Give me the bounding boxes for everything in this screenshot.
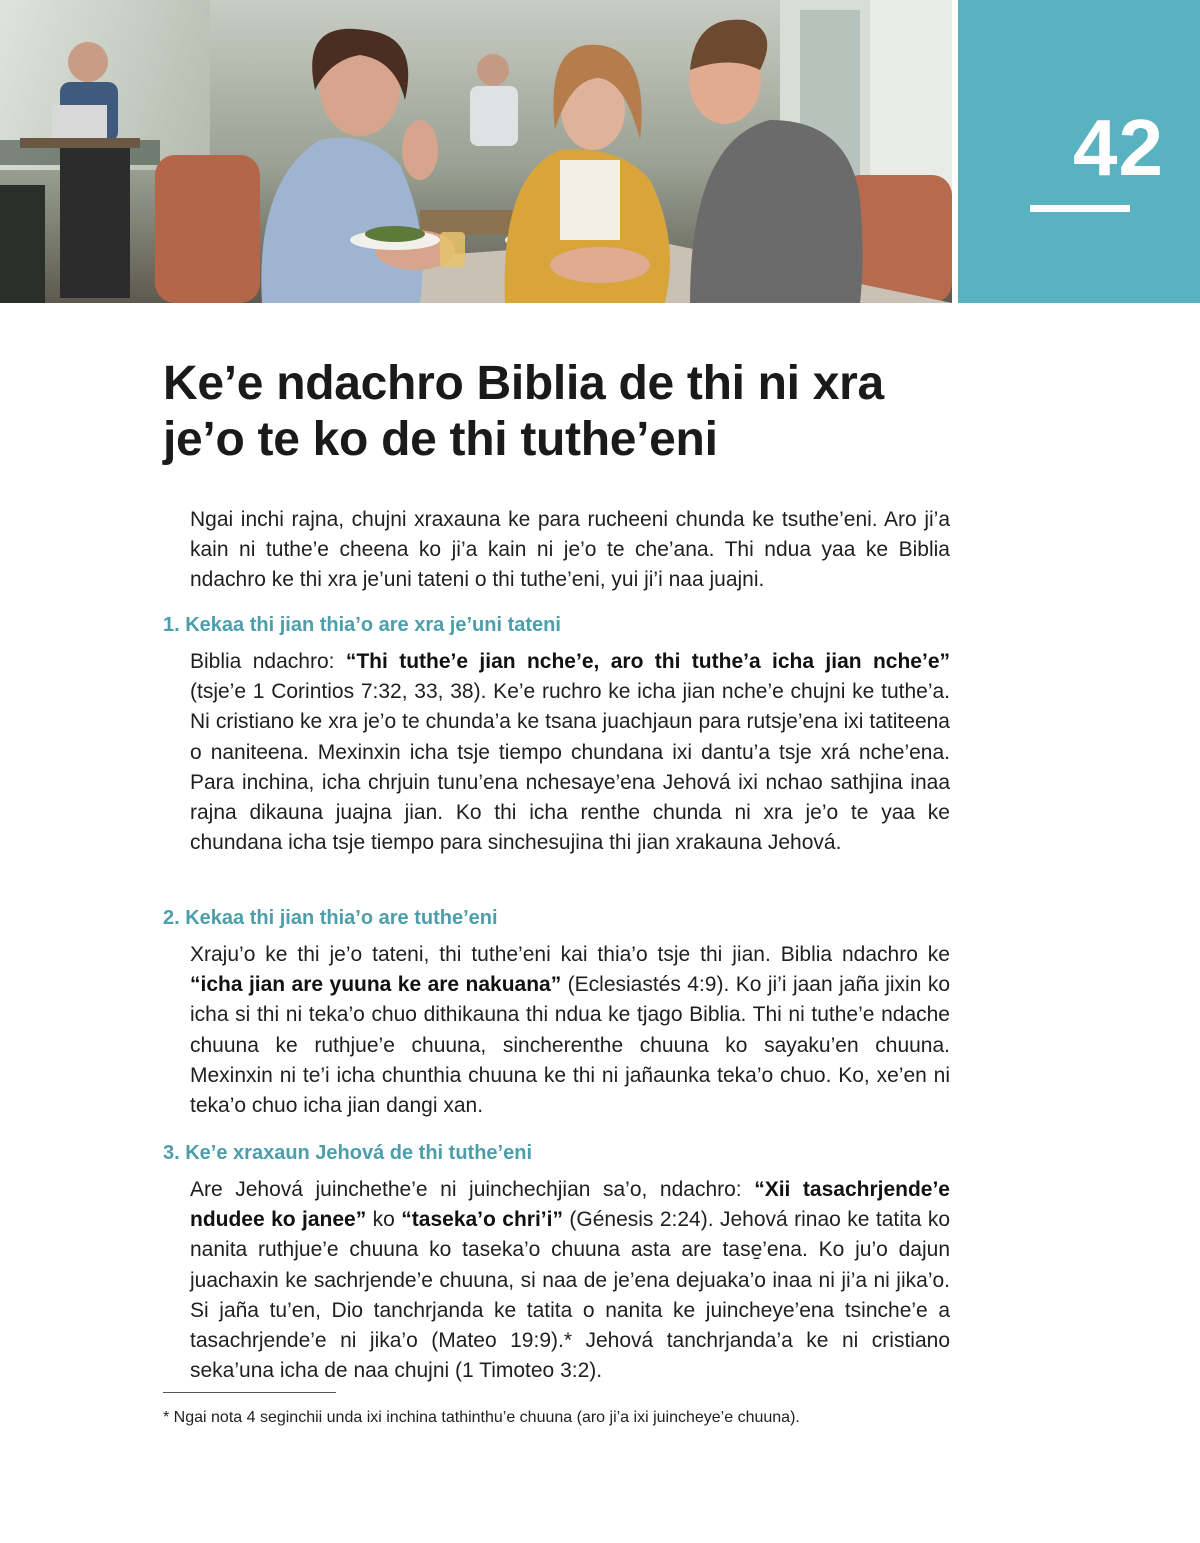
section-1-text-b: (tsje’e 1 Corintios 7:32, 33, 38). Ke’e ruchro ke icha jian nche’e chujni ke tuthe’a. Ni cristiano ke xra je’o te chunda’a ke tsana juachjaun para rutsje’ena ixi tatiteena o naniteena. Mexinxin icha tsje tiempo chundana ixi dantu’a tsje xrá nche’ena. Para inchina, icha chrjuin tunu’ena nchesaye’ena Jehová ixi nchao sathjina inaa rajna dikauna juajna jian. Ko thi icha renthe chunda ni xra je’o te yaa ke chundana icha tsje tiempo para sinchesujina thi jian xrakauna Jehová. bbox=[190, 680, 950, 855]
footnote-divider bbox=[163, 1392, 336, 1393]
section-2-text-b: (Eclesiastés 4:9). Ko ji’i jaan jaña jixin ko icha si thi ni teka’o chuo dithikauna thi ndua ke tjago Biblia. Thi ni tuthe’e ndache chuuna ke ruthjue’e chuuna, sincherenthe chuuna ko sayaku’en chuuna. Mexinxin ni te’i icha chunthia chuuna ke thi ni jañaunka teka’o chuo. Ko, xe’en ni teka’o chuo icha jian dangi xan. bbox=[190, 973, 950, 1118]
section-3-heading: 3. Ke’e xraxaun Jehová de thi tuthe’eni bbox=[163, 1142, 533, 1164]
lesson-tab bbox=[958, 0, 1200, 303]
page-title: Ke’e ndachro Biblia de thi ni xra je’o te ko de thi tuthe’eni bbox=[163, 357, 884, 466]
lesson-number-underline bbox=[1030, 205, 1130, 212]
header-photo bbox=[0, 0, 952, 303]
section-1-text-a: Biblia ndachro: bbox=[190, 650, 346, 673]
cafe-scene-illustration bbox=[0, 0, 952, 303]
section-3-text-a: Are Jehová juinchethe’e ni juinchechjian sa’o, ndachro: bbox=[190, 1178, 755, 1201]
section-3-paragraph bbox=[190, 1175, 950, 1386]
section-3-text-mid: ko bbox=[366, 1208, 402, 1232]
footnote: * Ngai nota 4 seginchii unda ixi inchina tathinthu’e chuuna (aro ji’a ixi juincheye’e chuuna). bbox=[163, 1409, 800, 1426]
lesson-number: 42 bbox=[1073, 103, 1164, 192]
section-3-quote-2: “taseka’o chri’i” bbox=[401, 1208, 563, 1232]
intro-paragraph: Ngai inchi rajna, chujni xraxauna ke para rucheeni chunda ke tsuthe’eni. Aro ji’a kain ni tuthe’e cheena ko ji’a kain ni je’o te che’ana. Thi ndua yaa ke Biblia ndachro ke thi xra je’uni tateni o thi tuthe’eni, yui ji’i naa juajni. bbox=[190, 508, 950, 592]
section-2-paragraph bbox=[190, 940, 950, 1121]
section-1-paragraph bbox=[190, 647, 950, 858]
section-2-quote: “icha jian are yuuna ke are nakuana” bbox=[190, 973, 562, 997]
section-3-text-b: (Génesis 2:24). Jehová rinao ke tatita ko nanita ruthjue’e chuuna ko taseka’o chuuna asta are tase̱’ena. Ko ju’o dajun juachaxin ke sachrjende’e chuuna, si naa de je’ena dejuaka’o inaa ni ji’a ni jika’o. Si jaña tu’en, Dio tanchrjanda ke tatita o nanita ke juincheye’ena tsinche’e a tasachrjende’e ni jika’o (Mateo 19:9).* Jehová tanchrjanda’a ke ni cristiano seka’una icha de naa chujni (1 Timoteo 3:2). bbox=[190, 1208, 951, 1383]
section-2-text-a: Xraju’o ke thi je’o tateni, thi tuthe’eni kai thia’o tsje thi jian. Biblia ndachro ke bbox=[190, 943, 950, 966]
section-2-heading: 2. Kekaa thi jian thia’o are tuthe’eni bbox=[163, 907, 498, 929]
section-3-quote-1: “Xii tasachrjende’e ndudee ko janee” bbox=[190, 1178, 950, 1232]
section-1-heading: 1. Kekaa thi jian thia’o are xra je’uni tateni bbox=[163, 614, 561, 636]
section-1-quote: “Thi tuthe’e jian nche’e, aro thi tuthe’a icha jian nche’e” bbox=[345, 650, 950, 673]
